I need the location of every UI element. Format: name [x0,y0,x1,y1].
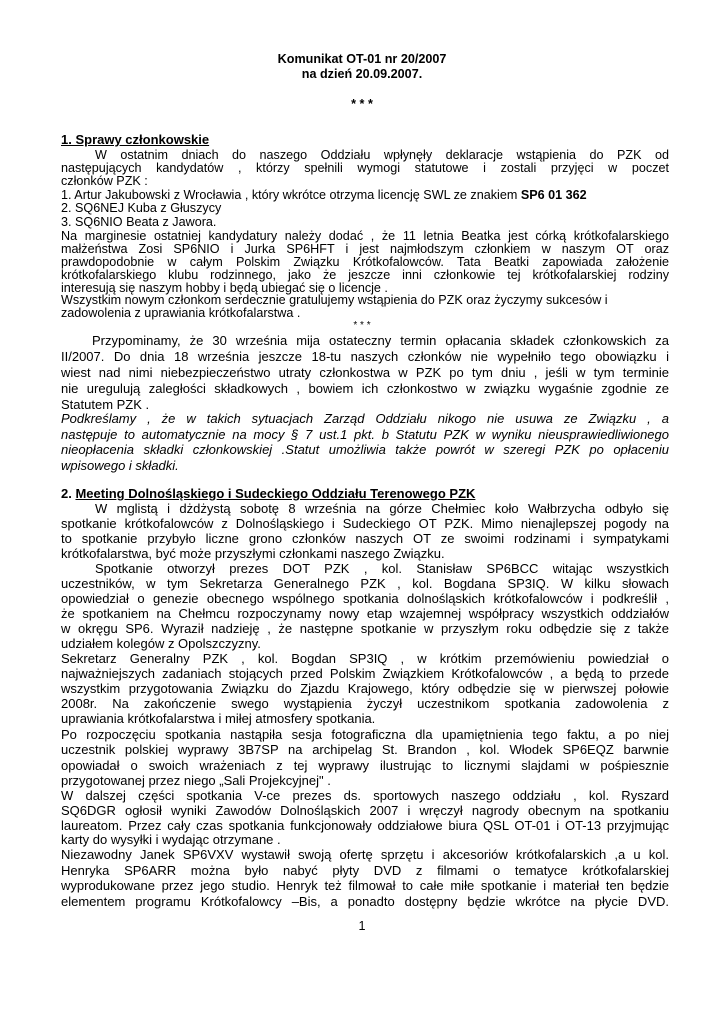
s2-a-line-2: spotkanie krótkofalowców z Dolnośląskiego i Sudeckiego OT PZK. Mimo nienajlepszej pogody na [61,516,669,531]
italic-line-4: wpisowego i składki. [61,458,179,473]
fees-line-4: nie uregulują zaległości składkowych , bowiem ich członkostwo w związku wygaśnie zgodnie ze [61,381,669,396]
s2-c-line-1: Sekretarz Generalny PZK , kol. Bogdan SP3IQ , w krótkim przemówieniu powiedział o [61,651,669,666]
s2-b-line-5: w okręgu SP6. Wyraził nadzieję , że następne spotkanie w przyszłym roku odbędzie się z także [61,621,669,636]
s1-para-line-3: prawdopodobnie w całym Polskim Związku Krótkofalowców. Tata Beatki zapowiada założenie [61,255,669,269]
fees-line-1: Przypominamy, że 30 września mija ostateczny termin opłacania składek członkowskich za [92,333,669,348]
italic-line-3: nieopłacenia składki członkowskiej .Statut umożliwia także powrót w szeregi PZK po opłaceniu [61,442,669,457]
section-2-title: Meeting Dolnośląskiego i Sudeckiego Oddziału Terenowego PZK [75,486,476,501]
s1-intro-line-2: następujących kandydatów , którzy spełnili wymogi statutowe i zostali przyjęci w poczet [61,161,669,175]
s2-e-line-1: W dalszej części spotkania V-ce prezes ds. sportowych naszego oddziału , kol. Ryszard [61,788,669,803]
s2-e-line-4: karty do wysyłki i wydając otrzymane . [61,832,281,847]
s2-b-line-2: uczestników, w tym Sekretarza Generalnego PZK , kol. Bogdana SP3IQ. W kilku słowach [61,576,669,591]
member-item-3: 3. SQ6NIO Beata z Jawora. [61,215,217,229]
member-item-2: 2. SQ6NEJ Kuba z Głuszycy [61,201,222,215]
s1-para-line-2: małżeństwa Zosi SP6NIO i Jurka SP6HFT i jest najmłodszym członkiem w naszym OT oraz [61,242,669,256]
s2-b-line-6: udziałem kolegów z Opolszczyzny. [61,636,261,651]
member-item-1-text: 1. Artur Jakubowski z Wrocławia , który wkrótce otrzyma licencję SWL ze znakiem [61,188,521,202]
s2-g-line-3: wyprodukowane przez jego studio. Henryk też filmował to całe miłe spotkanie i materiał ten będzie [61,878,669,893]
member-item-1-callsign: SP6 01 362 [520,188,587,202]
s2-d-line-4: przygotowanej przez niego „Sali Projekcyjnej" . [61,773,331,788]
s2-c-line-3: wszystkim przygotowania Związku do Zjazdu Krajowego, który odbędzie się w pierwszej połowie [61,681,669,696]
s2-c-line-4: 2008r. Na zakończenie swego wystąpienia życzył uczestnikom spotkania zadowolenia z [61,696,669,711]
s2-g-line-4: elementem programu Krótkofalowcy –Bis, a ponadto dostępny będzie wkrótce na płycie DVD. [61,894,669,909]
s2-b-line-3: opowiedział o genezie obecnego wspólnego spotkania dolnośląskich krótkofalowców i podkreślił , [61,591,669,606]
s2-a-line-3: to spotkanie przybyło liczne grono członków naszych OT ze swoimi rodzinami i sympatykami [61,531,669,546]
member-item-1 [61,188,669,202]
section-2-number: 2. [61,486,76,501]
s1-para-line-5: interesują się naszym hobby i będą ubiegać się o licencje . [61,281,388,295]
s1-para-line-7: zadowolenia z uprawiania krótkofalarstwa . [61,306,301,320]
s2-g-line-1: Niezawodny Janek SP6VXV wystawił swoją ofertę sprzętu i akcesoriów krótkofalarskich ,a u kol. [61,847,669,862]
s2-g-line-2: Henryka SP6ARR można było nabyć płyty DVD z filmami o tematyce krótkofalarskiej [61,863,669,878]
section-2-heading [61,487,669,501]
s2-d-line-3: opowiadał o swoich wrażeniach z tej wyprawy ilustrując to licznymi slajdami w pośpiesznie [61,758,669,773]
s2-d-line-2: uczestnik polskiej wyprawy 3B7SP na archipelag St. Brandon , kol. Włodek SP6EQZ barwnie [61,742,669,757]
title-separator: * * * [351,97,373,111]
fees-line-3: wiest nad nimi niebezpieczeństwo utraty członkostwa w PZK po tym dniu , jeśli w tym terminie [61,365,669,380]
s1-para-line-6: Wszystkim nowym członkom serdecznie gratulujemy wstąpienia do PZK oraz życzymy sukcesów i [61,293,608,307]
s1-para-line-1: Na marginesie ostatniej kandydatury należy dodać , że 11 letnia Beatka jest córką krótkofalarskiego [61,229,669,243]
section-1-heading: 1. Sprawy członkowskie [61,132,210,147]
page-number: 1 [358,919,366,933]
document-title: Komunikat OT-01 nr 20/2007 [277,52,447,66]
s2-a-line-4: krótkofalarstwa, być może przyszłymi członkami naszego Związku. [61,546,445,561]
s1-para-line-4: krótkofalarskiego klubu rodzinnego, jako że jeszcze inni członkowie tej krótkofalarskiej rodziny [61,268,669,282]
s2-c-line-5: uprawiania krótkofalarstwa i miłej atmosfery spotkania. [61,711,376,726]
document-date: na dzień 20.09.2007. [301,67,423,81]
s2-a-line-1: W mglistą i dżdżystą sobotę 8 września na górze Chełmiec koło Wałbrzycha odbyło się [95,501,669,516]
s1-intro-line-1: W ostatnim dniach do naszego Oddziału wpłynęły deklaracje wstąpienia do PZK od [95,148,669,162]
fees-line-2: II/2007. Do dnia 18 września jeszcze 18-tu naszych członków nie wypełniło tego obowiązku i [61,349,669,364]
s2-c-line-2: najważniejszych zadaniach stojących przed Polskim Związkiem Krótkofalowców , a będą to przede [61,666,669,681]
s2-e-line-3: laureatom. Przez cały czas spotkania funkcjonowały oddziałowe biura QSL OT-01 i OT-13 przyjmując [61,818,669,833]
s2-e-line-2: SQ6DGR ogłosił wyniki Zawodów Dolnośląskich 2007 i wręczył nagrody obecnym na spotkaniu [61,803,669,818]
italic-line-1: Podkreślamy , że w takich sytuacjach Zarząd Oddziału nikogo nie usuwa ze Związku , a [61,411,669,426]
s1-separator: * * * [353,320,371,331]
fees-line-5: Statutem PZK . [61,397,150,412]
italic-line-2: następuje to automatycznie na mocy § 7 ust.1 pkt. b Statutu PZK w wyniku nieusprawiedliwionego [61,427,669,442]
s2-b-line-4: że spotkaniem na Chełmcu rozpoczynamy nowy etap wzajemnej współpracy wszystkich oddziałów [61,606,669,621]
s2-b-line-1: Spotkanie otworzył prezes DOT PZK , kol. Stanisław SP6BCC witając wszystkich [95,561,669,576]
s1-intro-line-3: członków PZK : [61,174,148,188]
s2-d-line-1: Po rozpoczęciu spotkania nastąpiła sesja fotograficzna dla upamiętnienia tego faktu, a po niej [61,727,669,742]
